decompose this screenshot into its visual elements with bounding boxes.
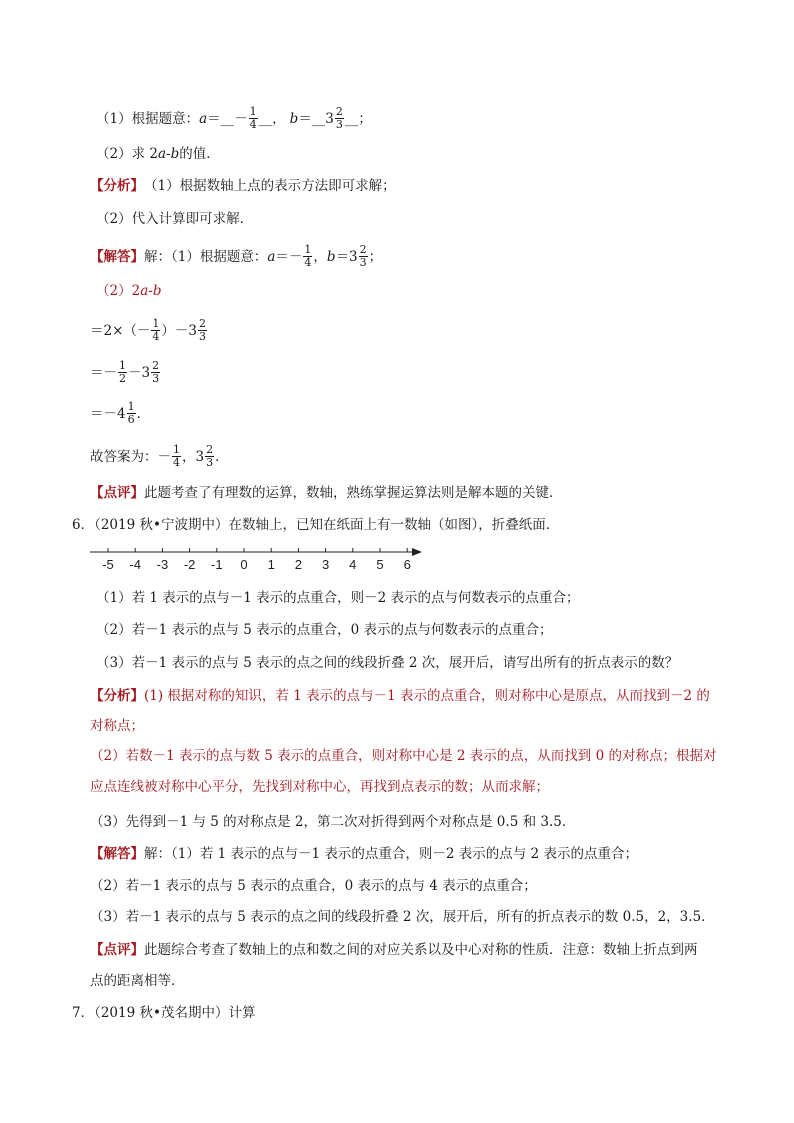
- analysis-line-1: 【分析】 （1）根据数轴上点的表示方法即可求解；: [90, 178, 396, 194]
- tick-label: -1: [211, 557, 223, 572]
- answer-6-line-1: 【解答】 解：（1）若 1 表示的点与－1 表示的点重合，则－2 表示的点与 2 表示的点重合；: [90, 846, 638, 862]
- fraction: $\frac{2}{3}$: [335, 105, 343, 131]
- analysis-tag: 【分析】: [90, 688, 144, 704]
- text: ＝__－: [207, 110, 248, 127]
- question-part-2: （2）求 2 a - b 的值．: [96, 146, 220, 162]
- tick-label: 4: [349, 557, 357, 572]
- tick-label: -5: [102, 557, 114, 572]
- number-line: [90, 546, 422, 574]
- answer-6-line-2: （2）若－1 表示的点与 5 表示的点重合，0 表示的点与 4 表示的点重合；: [90, 878, 537, 894]
- tick-label: 1: [267, 557, 275, 572]
- analysis-6-part-2-line-2: 应点连线被对称中心平分，先找到对称中心，再找到点表示的数；从而求解；: [90, 779, 549, 795]
- tick-label: 6: [403, 557, 411, 572]
- calc-step-3: ＝－ $\frac{1}{2}$ －3 $\frac{2}{3}$: [90, 359, 160, 385]
- text: __；: [344, 110, 372, 127]
- fraction: $\frac{1}{4}$: [249, 105, 257, 131]
- calc-step-2: ＝2×（－ $\frac{1}{4}$ ）－3 $\frac{2}{3}$: [90, 317, 206, 343]
- analysis-6-part-3: （3）先得到－1 与 5 的对称点是 2，第二次对折得到两个对称点是 0.5 和 3.5．: [90, 814, 576, 830]
- analysis-line-2: （2）代入计算即可求解．: [96, 211, 254, 227]
- arrow-right-icon: [412, 548, 422, 556]
- calc-step-4: ＝－4 $\frac{1}{6}$ ．: [90, 400, 151, 426]
- question-6: 6．（2019 秋•宁波期中）在数轴上，已知在纸面上有一数轴（如图），折叠纸面．: [72, 517, 560, 533]
- answer-tag: 【解答】: [90, 248, 144, 265]
- comment-tag: 【点评】: [90, 942, 144, 958]
- question-6-part-1: （1）若 1 表示的点与－1 表示的点重合，则－2 表示的点与何数表示的点重合；: [96, 590, 580, 606]
- question-7: 7．（2019 秋•茂名期中）计算: [72, 1005, 256, 1021]
- question-6-part-2: （2）若－1 表示的点与 5 表示的点重合，0 表示的点与何数表示的点重合；: [96, 622, 553, 638]
- tick-label: -4: [129, 557, 141, 572]
- analysis-6-line-1: 【分析】 (1) 根据对称的知识，若 1 表示的点与－1 表示的点重合，则对称中心是原点，从而找到－2 的: [90, 688, 710, 704]
- answer-6-line-3: （3）若－1 表示的点与 5 表示的点之间的线段折叠 2 次，展开后，所有的折点表示的数 0.5，2，3.5．: [90, 909, 715, 925]
- question-part-1: [96, 106, 372, 131]
- tick-label: 3: [321, 557, 330, 572]
- text: （1）根据题意：: [96, 110, 200, 127]
- analysis-tag: 【分析】: [90, 178, 144, 194]
- tick-label: 5: [376, 557, 384, 572]
- question-6-part-3: （3）若－1 表示的点与 5 表示的点之间的线段折叠 2 次，展开后，请写出所有的折点表示的数？: [96, 655, 679, 671]
- text: ＝__3: [298, 110, 334, 127]
- answer-tag: 【解答】: [90, 846, 144, 862]
- comment-6-line-1: 【点评】 此题综合考查了数轴上的点和数之间的对应关系以及中心对称的性质．注意：数轴上折点到两: [90, 942, 698, 958]
- tick-label: -3: [156, 557, 169, 572]
- answer-line-1: 【解答】 解：（1）根据题意： a ＝－ $\frac{1}{4}$ ， b ＝3 $\frac{2}{3}$ ；: [90, 243, 383, 269]
- comment-6-line-2: 点的距离相等．: [90, 973, 185, 989]
- var-b: b: [289, 110, 299, 127]
- final-answer: 故答案为：－ $\frac{1}{4}$ ，3 $\frac{2}{3}$ ．: [90, 443, 229, 469]
- var-a: a: [199, 110, 208, 127]
- tick-label: 0: [240, 557, 248, 572]
- tick-label: 2: [294, 557, 303, 572]
- calc-step-1: （2）2 a - b: [96, 283, 162, 299]
- analysis-6-part-2-line-1: （2）若数－1 表示的点与数 5 表示的点重合，则对称中心是 2 表示的点，从而找到 0 的对称点；根据对: [90, 748, 717, 764]
- tick-label: -2: [183, 557, 196, 572]
- text: __，: [258, 110, 286, 127]
- comment-tag: 【点评】: [90, 485, 144, 501]
- analysis-6-line-2: 对称点；: [90, 718, 144, 734]
- comment-5: 【点评】 此题考查了有理数的运算，数轴，熟练掌握运算法则是解本题的关键．: [90, 485, 563, 501]
